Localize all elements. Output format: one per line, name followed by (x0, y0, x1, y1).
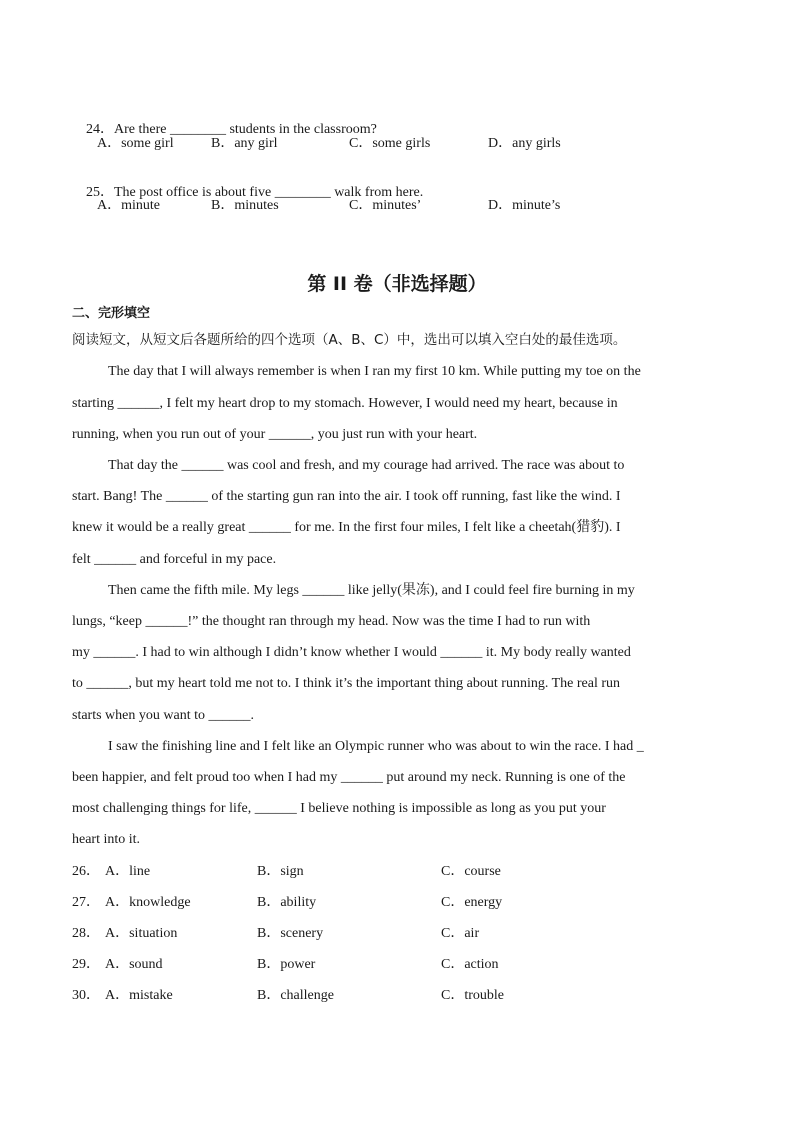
option-c: C．air (441, 926, 480, 941)
passage-line: The day that I will always remember is when I ran my first 10 km. While putting my toe on the (108, 364, 641, 379)
option-a: A．situation (105, 926, 178, 941)
passage-line: Then came the fifth mile. My legs ______ like jelly(果冻), and I could feel fire burning in my (108, 583, 635, 598)
passage-line: I saw the finishing line and I felt like an Olympic runner who was about to win the race. I had _ (108, 739, 644, 754)
passage-line: lungs, “keep ______!” the thought ran through my head. Now was the time I had to run with (72, 614, 591, 629)
option-d: D．minute’s (488, 198, 561, 213)
option-b: B．minutes (211, 198, 279, 213)
passage-line: running, when you run out of your ______, you just run with your heart. (72, 427, 478, 442)
question-number: 28． (72, 926, 100, 941)
question-stem: The post office is about five ________ walk from here. (114, 185, 424, 200)
option-a: A．minute (97, 198, 160, 213)
instruction-text: 阅读短文，从短文后各题所给的四个选项（A、B、C）中，选出可以填入空白处的最佳选项。 (72, 332, 627, 348)
question-stem: Are there ________ students in the classroom? (114, 122, 377, 137)
option-c: C．course (441, 864, 501, 879)
option-b: B．power (257, 957, 316, 972)
passage-line: That day the ______ was cool and fresh, and my courage had arrived. The race was about to (108, 458, 625, 473)
part-title: 第 II 卷（非选择题） (307, 273, 487, 295)
passage-line: starts when you want to ______. (72, 708, 254, 723)
option-c: C．energy (441, 895, 503, 910)
passage-line: starting ______, I felt my heart drop to my stomach. However, I would need my heart, because in (72, 396, 618, 411)
option-c: C．some girls (349, 136, 431, 151)
passage-line: most challenging things for life, ______ I believe nothing is impossible as long as you put your (72, 801, 606, 816)
question-number: 30． (72, 988, 100, 1003)
question-number: 25． (86, 185, 114, 200)
option-c: C．minutes’ (349, 198, 422, 213)
option-c: C．trouble (441, 988, 504, 1003)
option-b: B．challenge (257, 988, 334, 1003)
passage-line: start. Bang! The ______ of the starting gun ran into the air. I took off running, fast like the wind. I (72, 489, 621, 504)
section-heading: 二、完形填空 (72, 306, 151, 321)
passage-line: felt ______ and forceful in my pace. (72, 552, 277, 567)
option-a: A．sound (105, 957, 163, 972)
question-number: 26． (72, 864, 100, 879)
question-number: 27． (72, 895, 100, 910)
option-d: D．any girls (488, 136, 561, 151)
question-number: 29． (72, 957, 100, 972)
passage-line: to ______, but my heart told me not to. I think it’s the important thing about running. The real run (72, 676, 620, 691)
passage-line: my ______. I had to win although I didn’t know whether I would ______ it. My body really wanted (72, 645, 631, 660)
question-number: 24． (86, 122, 114, 137)
passage-line: knew it would be a really great ______ for me. In the first four miles, I felt like a cheetah(猎豹). I (72, 520, 621, 535)
option-a: A．mistake (105, 988, 173, 1003)
option-b: B．scenery (257, 926, 324, 941)
option-b: B．any girl (211, 136, 278, 151)
passage-line: heart into it. (72, 832, 141, 847)
option-c: C．action (441, 957, 499, 972)
option-b: B．sign (257, 864, 304, 879)
option-a: A．line (105, 864, 151, 879)
option-b: B．ability (257, 895, 317, 910)
option-a: A．knowledge (105, 895, 191, 910)
passage-line: been happier, and felt proud too when I had my ______ put around my neck. Running is one of the (72, 770, 626, 785)
option-a: A．some girl (97, 136, 174, 151)
